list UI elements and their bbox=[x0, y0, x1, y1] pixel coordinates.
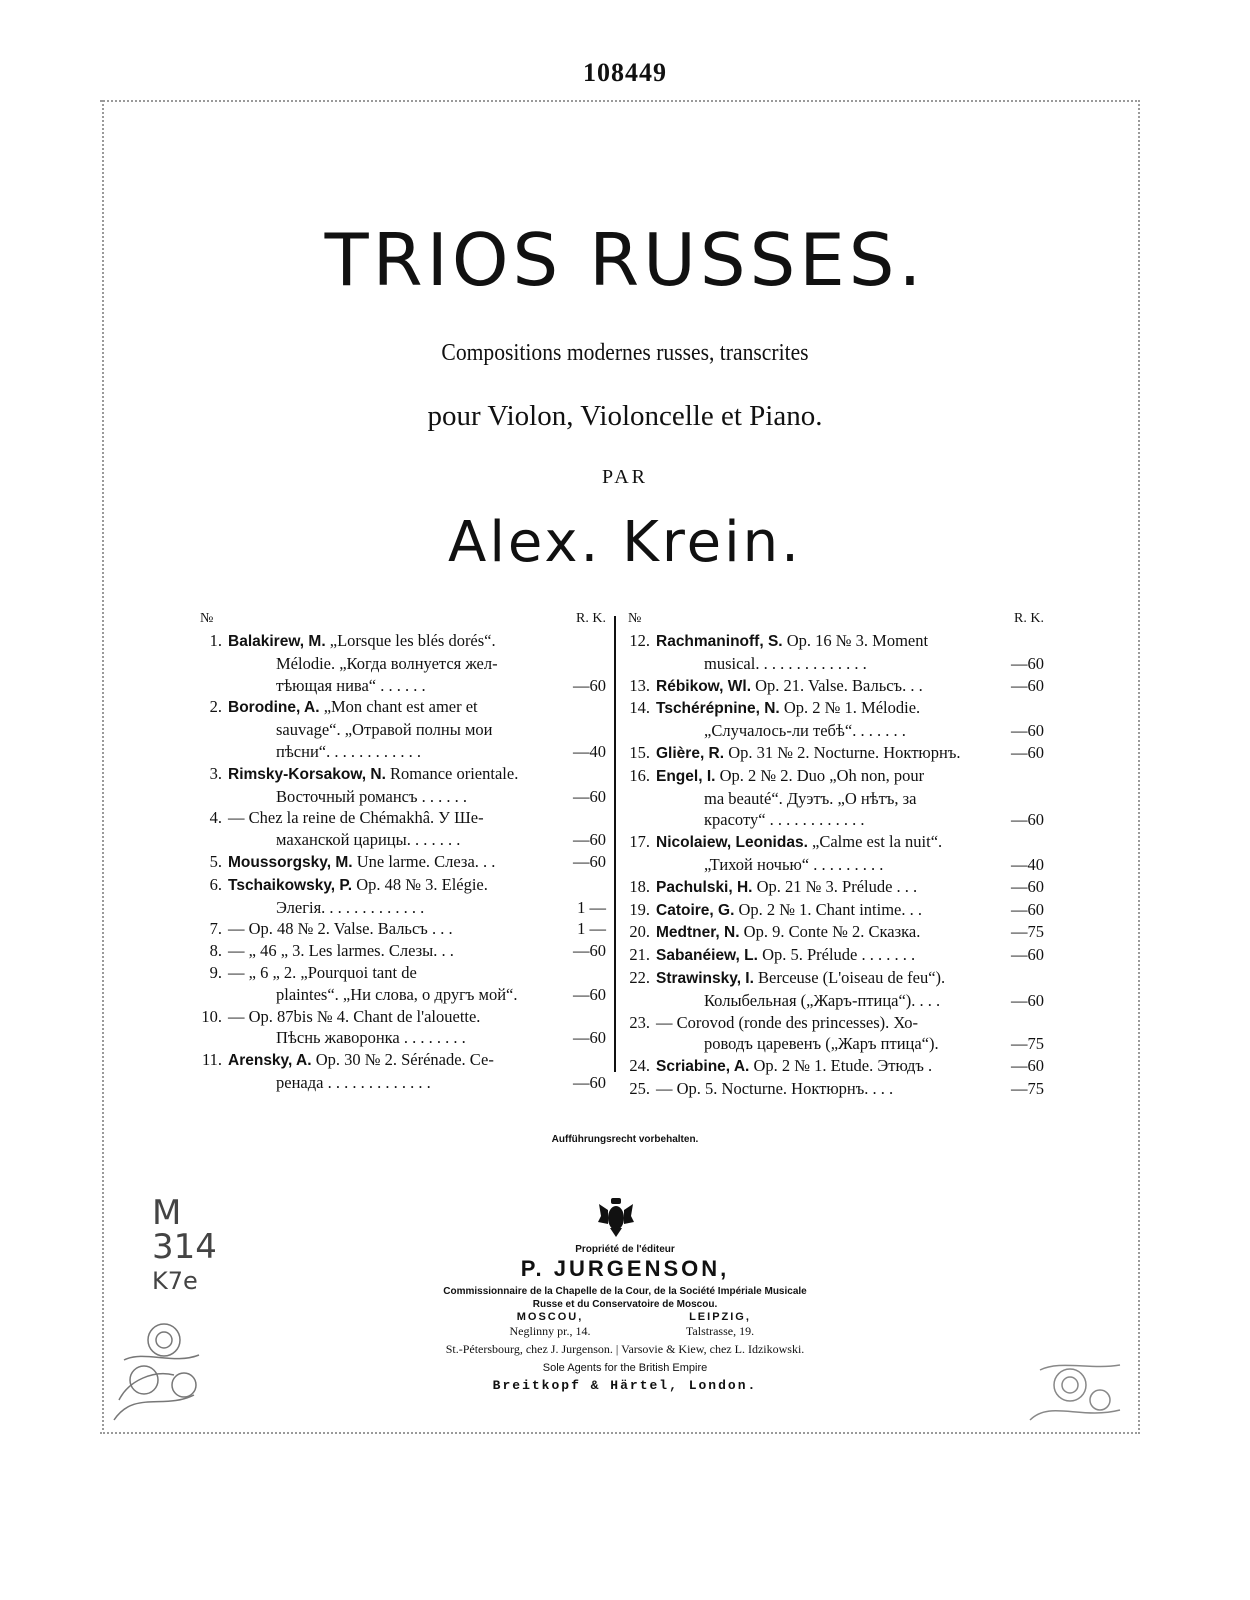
contents-entry bbox=[196, 940, 606, 962]
entry-number: 13. bbox=[629, 675, 650, 695]
entry-line bbox=[228, 807, 606, 829]
entry-line bbox=[228, 719, 606, 741]
entry-price: —60 bbox=[1011, 990, 1044, 1010]
entry-text: Пѣснь жаворонка . . . . . . . . bbox=[276, 1028, 466, 1048]
composer-name: Scriabine, A. bbox=[656, 1058, 750, 1076]
contents-entry bbox=[624, 765, 1044, 831]
entry-line bbox=[656, 1012, 1044, 1034]
entry-line bbox=[228, 940, 606, 962]
entry-text: Восточный романсъ . . . . . . bbox=[276, 786, 467, 806]
entry-line bbox=[656, 653, 1044, 675]
entry-text: Op. 2 № 1. Chant intime. . . bbox=[734, 899, 922, 919]
entry-line bbox=[656, 876, 1044, 899]
entry-text: „Случалось-ли тебѣ“. . . . . . . bbox=[704, 721, 906, 741]
entry-line bbox=[228, 851, 606, 874]
city-leipzig bbox=[650, 1310, 790, 1338]
contents-entry bbox=[624, 742, 1044, 765]
contents-entry bbox=[196, 962, 606, 1006]
entry-price: —60 bbox=[1011, 653, 1044, 673]
entry-text: — Corovod (ronde des princesses). Хо- bbox=[656, 1012, 918, 1032]
entry-number: 14. bbox=[629, 698, 650, 718]
entry-line bbox=[656, 990, 1044, 1012]
entry-text: Op. 9. Conte № 2. Сказка. bbox=[739, 922, 921, 942]
entry-price: —60 bbox=[573, 675, 606, 695]
london-agent: Breitkopf & Härtel, London. bbox=[492, 1378, 758, 1393]
entry-price: —60 bbox=[573, 941, 606, 961]
entry-text: — „ 46 „ 3. Les larmes. Слезы. . . bbox=[228, 941, 454, 961]
entry-line bbox=[656, 899, 1044, 922]
imperial-eagle-emblem bbox=[598, 1196, 634, 1238]
entry-line bbox=[656, 854, 1044, 876]
entry-text: пѣсни“. . . . . . . . . . . . bbox=[276, 741, 421, 761]
entry-text: Une larme. Слеза. . . bbox=[352, 851, 496, 871]
entry-line bbox=[656, 742, 1044, 765]
composer-name: Borodine, A. bbox=[228, 699, 320, 717]
entry-line bbox=[656, 809, 1044, 831]
contents-left-column bbox=[196, 608, 606, 1094]
contents-entry bbox=[624, 967, 1044, 1012]
entry-number: 6. bbox=[209, 874, 222, 894]
entry-text: — „ 6 „ 2. „Pourquoi tant de bbox=[228, 962, 417, 982]
contents-entry bbox=[624, 675, 1044, 698]
subtitle-instruments: pour Violon, Violoncelle et Piano. bbox=[427, 400, 823, 432]
entry-number: 5. bbox=[209, 851, 222, 871]
par-label: PAR bbox=[601, 466, 649, 488]
price-header: R. K. bbox=[1014, 611, 1044, 626]
contents-entry bbox=[196, 807, 606, 851]
entry-price: —60 bbox=[1011, 675, 1044, 695]
contents-entry bbox=[624, 944, 1044, 967]
entry-text: Колыбельная („Жаръ-птица“). . . . bbox=[704, 990, 941, 1010]
entry-line bbox=[228, 1027, 606, 1049]
entry-line bbox=[228, 829, 606, 851]
subtitle-compositions: Compositions modernes russes, transcrites bbox=[441, 340, 809, 366]
library-call-number bbox=[152, 1193, 242, 1306]
entry-number: 21. bbox=[629, 945, 650, 965]
call-number-line: K7e bbox=[152, 1267, 198, 1295]
entry-price: —60 bbox=[1011, 742, 1044, 762]
entry-text: красоту“ . . . . . . . . . . . . bbox=[704, 810, 865, 830]
entry-number: 1. bbox=[209, 631, 222, 650]
composer-name: Rachmaninoff, S. bbox=[656, 633, 783, 650]
entry-price: —60 bbox=[573, 984, 606, 1004]
column-divider bbox=[614, 616, 616, 1072]
entry-price: —60 bbox=[573, 830, 606, 850]
contents-entry bbox=[196, 918, 606, 940]
contents-entry bbox=[624, 697, 1044, 742]
entry-price: —60 bbox=[573, 851, 606, 871]
entry-number: 11. bbox=[201, 1050, 222, 1070]
entry-number: 9. bbox=[209, 962, 222, 982]
plate-number: 108449 bbox=[583, 58, 667, 87]
column-header bbox=[196, 608, 606, 630]
entry-price: —75 bbox=[1011, 1034, 1044, 1054]
contents-right-column bbox=[624, 608, 1044, 1100]
entry-line bbox=[228, 918, 606, 940]
entry-price: —60 bbox=[1011, 945, 1044, 965]
entry-line bbox=[656, 697, 1044, 720]
entry-price: —60 bbox=[1011, 721, 1044, 741]
entry-line bbox=[228, 874, 606, 897]
composer-name: Nicolaiew, Leonidas. bbox=[656, 834, 808, 852]
call-number-line: 314 bbox=[152, 1227, 217, 1267]
entry-text: Элегія. . . . . . . . . . . . . bbox=[276, 897, 425, 917]
entry-text: Berceuse (L'oiseau de feu“). bbox=[753, 967, 946, 987]
entry-line bbox=[656, 675, 1044, 698]
entry-number: 4. bbox=[209, 808, 222, 828]
entry-line bbox=[656, 720, 1044, 742]
entry-line bbox=[656, 967, 1044, 990]
entry-number: 12. bbox=[629, 631, 650, 650]
number-header: № bbox=[200, 611, 214, 626]
contents-entry bbox=[196, 874, 606, 919]
entry-line bbox=[656, 1033, 1044, 1055]
entry-line bbox=[228, 786, 606, 808]
entry-price: —60 bbox=[573, 786, 606, 806]
entry-text: роводъ царевенъ („Жаръ птица“). bbox=[704, 1034, 939, 1054]
entry-text: Op. 30 № 2. Sérénade. Се- bbox=[311, 1050, 494, 1070]
composer-name: Medtner, N. bbox=[656, 924, 740, 942]
entry-line bbox=[228, 1049, 606, 1072]
entry-number: 7. bbox=[209, 919, 222, 939]
entry-price: —60 bbox=[1011, 876, 1044, 896]
entry-number: 8. bbox=[209, 941, 222, 961]
entry-line bbox=[656, 921, 1044, 944]
call-number-line: M bbox=[152, 1193, 182, 1233]
entry-text: Romance orientale. bbox=[385, 763, 519, 783]
entry-line bbox=[656, 630, 1044, 653]
entry-number: 19. bbox=[629, 899, 650, 919]
composer-name: Tschérépnine, N. bbox=[656, 700, 780, 718]
entry-text: Op. 2 № 1. Etude. Этюдъ . bbox=[749, 1056, 933, 1076]
entry-price: —60 bbox=[1011, 1056, 1044, 1076]
entry-text: „Lorsque les blés dorés“. bbox=[325, 631, 496, 650]
branches-line: St.-Pétersbourg, chez J. Jurgenson. | Varsovie & Kiew, chez L. Idzikowski. bbox=[445, 1342, 805, 1356]
composer-name: Tschaikowsky, P. bbox=[228, 876, 353, 894]
city-moscow-address: Neglinny pr., 14. bbox=[509, 1324, 591, 1338]
city-leipzig-address: Talstrasse, 19. bbox=[685, 1324, 755, 1338]
entry-text: ренада . . . . . . . . . . . . . bbox=[276, 1072, 431, 1092]
entry-text: Mélodie. „Когда волнуется жел- bbox=[276, 653, 498, 673]
contents-entry bbox=[624, 1055, 1044, 1078]
entry-price: —60 bbox=[573, 1028, 606, 1048]
city-moscow-name: MOSCOU, bbox=[516, 1311, 584, 1323]
publisher-name: P. JURGENSON, bbox=[520, 1256, 730, 1281]
publisher-info-line-2: Russe et du Conservatoire de Moscou. bbox=[532, 1299, 718, 1310]
contents-entry bbox=[196, 763, 606, 808]
entry-number: 3. bbox=[209, 763, 222, 783]
contents-entry bbox=[624, 831, 1044, 876]
entry-price: —40 bbox=[573, 741, 606, 761]
entry-price: —75 bbox=[1011, 922, 1044, 942]
entry-price: —60 bbox=[1011, 810, 1044, 830]
entry-text: sauvage“. „Отравой полны мои bbox=[276, 720, 493, 740]
rights-notice: Aufführungsrecht vorbehalten. bbox=[551, 1134, 699, 1145]
entry-text: Op. 31 № 2. Nocturne. Ноктюрнъ. bbox=[724, 742, 961, 762]
entry-text: ma beauté“. Дуэтъ. „О нѣтъ, за bbox=[704, 788, 917, 808]
entry-number: 23. bbox=[629, 1012, 650, 1032]
contents-entry bbox=[624, 1012, 1044, 1056]
entry-line bbox=[228, 984, 606, 1006]
entry-line bbox=[656, 1078, 1044, 1100]
entry-number: 2. bbox=[209, 697, 222, 717]
entry-line bbox=[656, 944, 1044, 967]
entry-text: Op. 5. Prélude . . . . . . . bbox=[757, 945, 916, 965]
entry-text: plaintes“. „Ни слова, о другъ мой“. bbox=[276, 984, 518, 1004]
entry-text: Op. 2 № 1. Mélodie. bbox=[779, 698, 921, 718]
contents-entry bbox=[196, 1006, 606, 1050]
entry-line bbox=[656, 831, 1044, 854]
entry-line bbox=[228, 696, 606, 719]
price-header: R. K. bbox=[576, 611, 606, 626]
entry-price: —60 bbox=[1011, 899, 1044, 919]
contents-entry bbox=[624, 1078, 1044, 1100]
agents-line: Sole Agents for the British Empire bbox=[542, 1362, 708, 1374]
entry-price: —75 bbox=[1011, 1078, 1044, 1098]
entry-text: „Тихой ночью“ . . . . . . . . . bbox=[704, 854, 884, 874]
publisher-info-line-1: Commissionnaire de la Chapelle de la Cour, de la Société Impériale Musicale bbox=[443, 1286, 807, 1297]
entry-number: 25. bbox=[629, 1078, 650, 1098]
page-border-top bbox=[100, 100, 1140, 102]
entry-text: — Op. 48 № 2. Valse. Вальсъ . . . bbox=[228, 919, 453, 939]
entry-number: 24. bbox=[629, 1056, 650, 1076]
contents-entry bbox=[196, 696, 606, 762]
entry-price: —60 bbox=[573, 1072, 606, 1092]
entry-text: musical. . . . . . . . . . . . . . bbox=[704, 653, 867, 673]
composer-name: Moussorgsky, M. bbox=[228, 853, 353, 871]
author-name: Alex. Krein. bbox=[448, 510, 802, 575]
city-moscow bbox=[480, 1310, 620, 1338]
entry-text: маханской царицы. . . . . . . bbox=[276, 830, 461, 850]
property-label: Propriété de l'éditeur bbox=[575, 1244, 675, 1255]
composer-name: Balakirew, M. bbox=[228, 633, 326, 650]
contents-entry bbox=[196, 1049, 606, 1094]
entry-number: 17. bbox=[629, 832, 650, 852]
number-header: № bbox=[628, 611, 642, 626]
entry-line bbox=[228, 897, 606, 919]
composer-name: Glière, R. bbox=[656, 744, 725, 762]
contents-entry bbox=[624, 921, 1044, 944]
entry-number: 10. bbox=[201, 1006, 222, 1026]
composer-name: Sabanéiew, L. bbox=[656, 947, 758, 965]
contents-entry bbox=[624, 876, 1044, 899]
composer-name: Pachulski, H. bbox=[656, 878, 753, 896]
composer-name: Strawinsky, I. bbox=[656, 969, 754, 987]
entry-text: — Op. 5. Nocturne. Ноктюрнъ. . . . bbox=[656, 1078, 894, 1098]
entry-number: 22. bbox=[629, 967, 650, 987]
entry-line bbox=[228, 763, 606, 786]
composer-name: Arensky, A. bbox=[228, 1052, 312, 1070]
entry-line bbox=[228, 675, 606, 697]
entry-text: Op. 2 № 2. Duo „Oh non, pour bbox=[715, 765, 925, 785]
entry-text: „Calme est la nuit“. bbox=[807, 832, 943, 852]
contents-entry bbox=[196, 630, 606, 696]
city-leipzig-name: LEIPZIG, bbox=[689, 1311, 751, 1323]
composer-name: Engel, I. bbox=[656, 767, 716, 785]
contents-entry bbox=[624, 899, 1044, 922]
entry-price: —40 bbox=[1011, 854, 1044, 874]
entry-price: 1 — bbox=[577, 897, 606, 917]
entry-text: Op. 16 № 3. Moment bbox=[782, 631, 929, 650]
entry-number: 20. bbox=[629, 922, 650, 942]
composer-name: Rébikow, Wl. bbox=[656, 677, 752, 695]
entry-text: „Mon chant est amer et bbox=[319, 697, 478, 717]
page-title: TRIOS RUSSES. bbox=[324, 218, 926, 302]
entry-number: 16. bbox=[629, 765, 650, 785]
entry-line bbox=[228, 630, 606, 653]
entry-line bbox=[228, 1006, 606, 1028]
entry-number: 18. bbox=[629, 876, 650, 896]
entry-number: 15. bbox=[629, 742, 650, 762]
entry-line bbox=[656, 788, 1044, 810]
entry-text: — Op. 87bis № 4. Chant de l'alouette. bbox=[228, 1006, 481, 1026]
entry-line bbox=[656, 765, 1044, 788]
entry-line bbox=[656, 1055, 1044, 1078]
entry-line bbox=[228, 653, 606, 675]
page-border-bottom bbox=[100, 1432, 1140, 1434]
entry-text: — Chez la reine de Chémakhâ. У Ше- bbox=[228, 808, 484, 828]
entry-text: Op. 21 № 3. Prélude . . . bbox=[752, 876, 918, 896]
column-header bbox=[624, 608, 1044, 630]
entry-line bbox=[228, 1072, 606, 1094]
entry-line bbox=[228, 962, 606, 984]
entry-text: Op. 48 № 3. Elégie. bbox=[352, 874, 488, 894]
composer-name: Catoire, G. bbox=[656, 901, 735, 919]
entry-line bbox=[228, 741, 606, 763]
contents-entry bbox=[196, 851, 606, 874]
entry-text: тѣющая нива“ . . . . . . bbox=[276, 675, 426, 695]
entry-text: Op. 21. Valse. Вальсъ. . . bbox=[751, 675, 923, 695]
composer-name: Rimsky-Korsakow, N. bbox=[228, 765, 386, 783]
entry-price: 1 — bbox=[577, 919, 606, 939]
contents-entry bbox=[624, 630, 1044, 675]
